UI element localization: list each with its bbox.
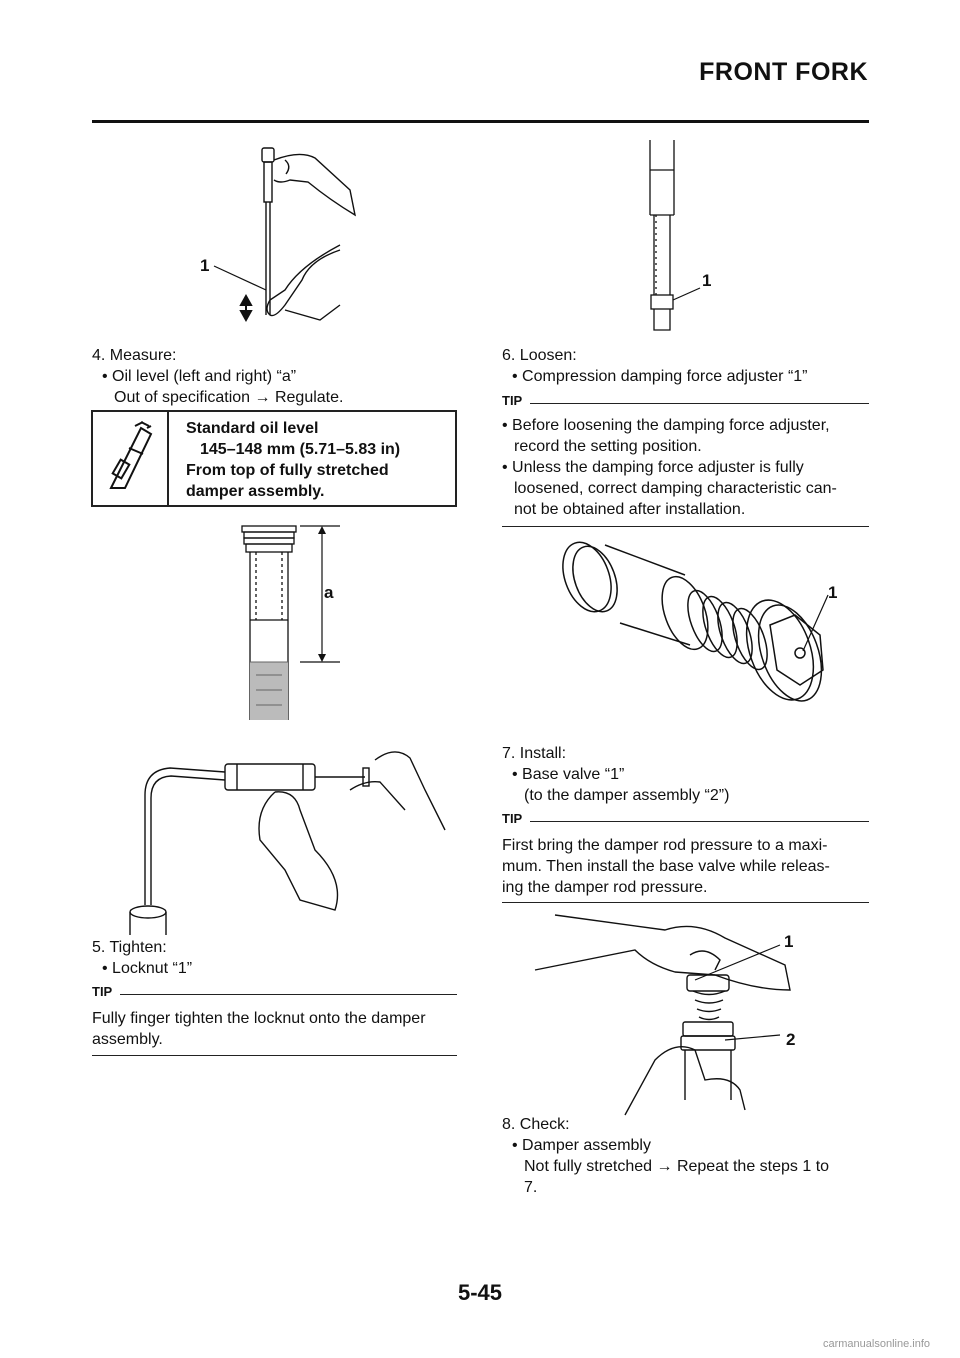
page-title: FRONT FORK — [699, 58, 868, 86]
tip-rule-bottom-right-1 — [502, 526, 869, 527]
step-8-heading: 8. Check: — [502, 1116, 570, 1133]
step-4-bullet: • Oil level (left and right) “a” — [102, 368, 297, 385]
oil-level-measure-illustration — [190, 140, 370, 340]
tip1-bullet-2-line-1: • Unless the damping force adjuster is fully — [502, 459, 804, 476]
page-number: 5-45 — [457, 1280, 503, 1305]
step-4-subtext: Out of specification → Regulate. — [114, 389, 344, 406]
tip-rule-bottom-right-2 — [502, 902, 869, 903]
step-8-bullet: • Damper assembly — [512, 1137, 651, 1154]
tip1-bullet-1-line-2: record the setting position. — [514, 438, 702, 455]
damper-tube-illustration — [240, 520, 350, 725]
step-5-heading: 5. Tighten: — [92, 939, 167, 956]
figure-label-1-base-valve: 1 — [828, 583, 838, 602]
tip-rule-bottom-left — [92, 1055, 457, 1056]
step-6-bullet: • Compression damping force adjuster “1” — [512, 368, 808, 385]
step-7-bullet: • Base valve “1” — [512, 766, 625, 783]
step-7-heading: 7. Install: — [502, 745, 567, 762]
step-8-subtext-2: 7. — [524, 1179, 538, 1196]
tip-rule-top-right-1 — [530, 403, 869, 404]
figure-label-a: a — [324, 583, 334, 602]
watermark: carmanualsonline.info — [822, 1338, 930, 1350]
spec-note-1: From top of fully stretched — [186, 462, 389, 479]
tip2-line-3: ing the damper rod pressure. — [502, 879, 708, 896]
figure-label-2-damper: 2 — [786, 1030, 796, 1049]
tip1-bullet-2-line-3: not be obtained after installation. — [514, 501, 746, 518]
base-valve-illustration — [545, 535, 845, 735]
tip-label-right-2: TIP — [502, 811, 523, 826]
figure-label-1-install: 1 — [784, 932, 794, 951]
figure-label-1-adjuster: 1 — [702, 271, 712, 290]
step-8-subtext-1: Not fully stretched → Repeat the steps 1 to — [524, 1158, 830, 1175]
header-divider — [92, 120, 869, 123]
oil-syringe-illustration — [125, 750, 445, 940]
step-6-heading: 6. Loosen: — [502, 347, 577, 364]
spec-title: Standard oil level — [186, 420, 319, 437]
damper-rod-illustration — [640, 140, 720, 340]
tip-left-line-1: Fully finger tighten the locknut onto the damper — [92, 1010, 426, 1027]
step-5-bullet: • Locknut “1” — [102, 960, 193, 977]
spec-text — [186, 418, 400, 502]
tip-rule-top-right-2 — [530, 821, 869, 822]
install-base-valve-illustration — [555, 910, 815, 1115]
tip-left-line-2: assembly. — [92, 1031, 163, 1048]
tip-label-right-1: TIP — [502, 393, 523, 408]
caliper-icon — [101, 418, 157, 498]
tip-rule-top-left — [120, 994, 457, 995]
tip-label-left: TIP — [92, 984, 113, 999]
tip2-line-2: mum. Then install the base valve while releas- — [502, 858, 830, 875]
spec-note-2: damper assembly. — [186, 483, 325, 500]
figure-label-1: 1 — [200, 256, 210, 275]
spec-value: 145–148 mm (5.71–5.83 in) — [200, 441, 401, 458]
tip2-line-1: First bring the damper rod pressure to a maxi- — [502, 837, 828, 854]
step-4-heading: 4. Measure: — [92, 347, 177, 364]
tip1-bullet-1-line-1: • Before loosening the damping force adjuster, — [502, 417, 830, 434]
spec-icon-cell — [91, 410, 169, 507]
step-7-subtext: (to the damper assembly “2”) — [524, 787, 730, 804]
tip1-bullet-2-line-2: loosened, correct damping characteristic can- — [514, 480, 837, 497]
